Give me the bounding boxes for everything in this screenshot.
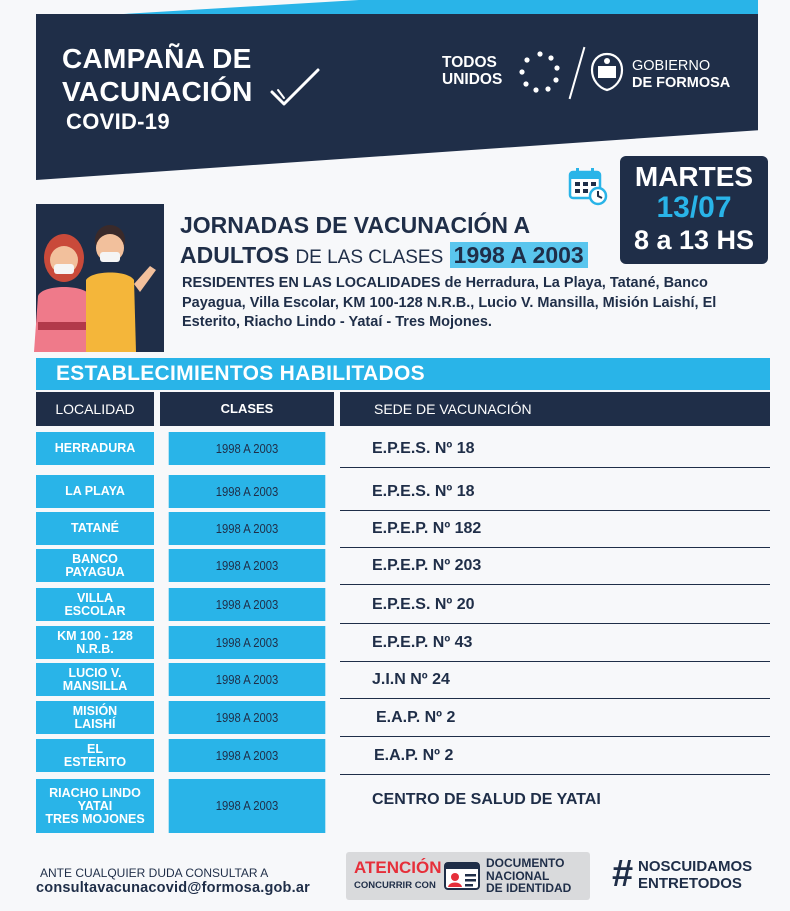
header-localidad: LOCALIDAD xyxy=(36,392,154,426)
row-sede: J.I.N Nº 24 xyxy=(372,670,450,688)
calendar-icon xyxy=(568,166,608,206)
table-row xyxy=(36,549,770,582)
intro-line-1: JORNADAS DE VACUNACIÓN A xyxy=(180,212,531,238)
row-sede: E.A.P. Nº 2 xyxy=(374,746,454,764)
row-divider xyxy=(340,467,770,468)
intro-classes-highlight: 1998 A 2003 xyxy=(450,242,588,268)
row-divider xyxy=(340,661,770,662)
check-icon xyxy=(268,66,322,110)
gob-line-1: GOBIERNO xyxy=(632,58,711,74)
row-sede: E.P.E.P. Nº 43 xyxy=(372,633,473,651)
row-divider xyxy=(340,510,770,511)
table-row xyxy=(36,626,770,659)
row-localidad: EL ESTERITO xyxy=(36,739,154,772)
footer-question: ANTE CUALQUIER DUDA CONSULTAR A xyxy=(40,866,269,880)
row-localidad: HERRADURA xyxy=(36,432,154,465)
date-box xyxy=(620,156,768,264)
date-hours: 8 a 13 HS xyxy=(633,225,755,255)
todos-unidos-logo xyxy=(442,54,502,88)
hashtag-text xyxy=(638,858,752,892)
row-sede: E.P.E.P. Nº 203 xyxy=(372,556,482,574)
doc-line-1: DOCUMENTO xyxy=(486,856,565,870)
row-sede: E.P.E.S. Nº 20 xyxy=(372,595,475,613)
row-clases: 1998 A 2003 xyxy=(169,512,326,545)
row-localidad: KM 100 - 128 N.R.B. xyxy=(36,626,154,659)
title-line-1: CAMPAÑA DE xyxy=(62,43,252,74)
row-localidad: RIACHO LINDO YATAI TRES MOJONES xyxy=(36,779,154,833)
documento-label xyxy=(486,857,571,895)
row-sede: E.P.E.S. Nº 18 xyxy=(372,439,475,457)
hash-symbol: # xyxy=(612,853,634,895)
table-row xyxy=(36,475,770,508)
header-sede: SEDE DE VACUNACIÓN xyxy=(340,392,770,426)
row-clases: 1998 A 2003 xyxy=(169,739,326,772)
campaign-title xyxy=(62,42,253,136)
row-sede: E.P.E.S. Nº 18 xyxy=(372,482,475,500)
row-clases: 1998 A 2003 xyxy=(169,432,326,465)
row-localidad: VILLA ESCOLAR xyxy=(36,588,154,621)
doc-line-2: NACIONAL xyxy=(486,868,550,883)
row-localidad: LA PLAYA xyxy=(36,475,154,508)
intro-line-2 xyxy=(180,240,588,273)
row-localidad: TATANÉ xyxy=(36,512,154,545)
header-clases: CLASES xyxy=(160,392,334,426)
row-divider xyxy=(340,698,770,699)
row-clases: 1998 A 2003 xyxy=(169,701,326,734)
date-day: MARTES xyxy=(634,161,754,192)
intro-adultos: ADULTOS xyxy=(180,242,290,268)
date-date: 13/07 xyxy=(656,191,732,224)
row-divider xyxy=(340,774,770,775)
row-localidad: MISIÓN LAISHÍ xyxy=(36,701,154,734)
atencion-box xyxy=(346,852,590,900)
hashtag-line-2: ENTRETODOS xyxy=(638,875,742,892)
formosa-seal-icon xyxy=(590,52,624,92)
row-divider xyxy=(340,547,770,548)
footer-email-link[interactable]: consultavacunacovid@formosa.gob.ar xyxy=(36,880,310,896)
row-clases: 1998 A 2003 xyxy=(169,626,326,659)
row-clases: 1998 A 2003 xyxy=(169,549,326,582)
table-row xyxy=(36,588,770,621)
todos-line-1: TODOS xyxy=(442,54,497,71)
row-divider xyxy=(340,584,770,585)
id-card-icon xyxy=(444,860,480,892)
atencion-label: ATENCIÓN xyxy=(354,858,442,877)
gobierno-formosa-logo xyxy=(632,58,730,92)
table-row xyxy=(36,739,770,772)
stars-circle-icon xyxy=(518,50,562,94)
todos-line-2: UNIDOS xyxy=(442,71,503,88)
row-clases: 1998 A 2003 xyxy=(169,779,326,833)
row-clases: 1998 A 2003 xyxy=(169,588,326,621)
row-localidad: LUCIO V. MANSILLA xyxy=(36,663,154,696)
concurrir-label: CONCURRIR CON xyxy=(354,880,436,891)
row-divider xyxy=(340,736,770,737)
table-row xyxy=(36,663,770,696)
row-sede: E.A.P. Nº 2 xyxy=(376,708,456,726)
section-title: ESTABLECIMIENTOS HABILITADOS xyxy=(36,358,770,390)
residentes-text: RESIDENTES EN LAS LOCALIDADES de Herradura, La Playa, Tatané, Banco Payagua, Villa Escolar, KM 100-128 N.R.B., Lucio V. Mansilla, Misión Laishí, El Esterito, Riacho Lindo - Yataí - Tres Mojones. xyxy=(182,275,717,330)
hashtag-line-1: NOSCUIDAMOS xyxy=(638,858,753,875)
title-line-3: COVID-19 xyxy=(66,109,170,134)
intro-heading xyxy=(180,210,588,273)
table-row xyxy=(36,432,770,465)
row-clases: 1998 A 2003 xyxy=(169,475,326,508)
row-localidad: BANCO PAYAGUA xyxy=(36,549,154,582)
row-divider xyxy=(340,623,770,624)
table-row xyxy=(36,701,770,734)
row-sede: E.P.E.P. Nº 182 xyxy=(372,519,482,537)
table-row xyxy=(36,779,770,833)
row-clases: 1998 A 2003 xyxy=(169,663,326,696)
doc-line-3: DE IDENTIDAD xyxy=(486,881,572,895)
intro-de-las-clases: DE LAS CLASES xyxy=(295,247,444,268)
row-sede: CENTRO DE SALUD DE YATAI xyxy=(372,791,601,808)
people-illustration xyxy=(24,204,172,352)
gob-line-2: DE FORMOSA xyxy=(632,75,731,91)
title-line-2: VACUNACIÓN xyxy=(62,76,253,107)
table-row xyxy=(36,512,770,545)
